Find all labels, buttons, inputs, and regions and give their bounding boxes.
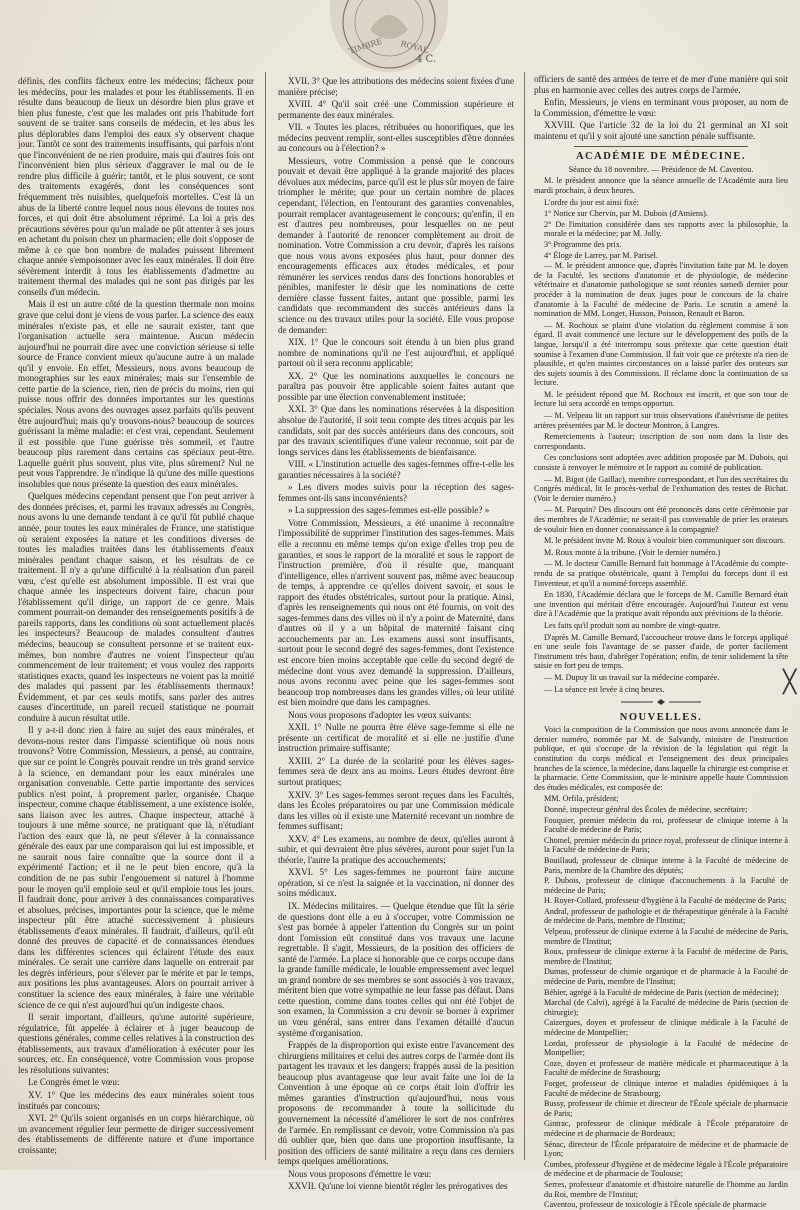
- question-heading: » La suppression des sages-femmes est-elle possible? »: [288, 505, 490, 516]
- paragraph: Frappés de la disproportion qui existe entre l'avancement des chirurgiens militaires et celui des autres corps de l'armée dont ils partagent les travaux et les dangers; frappés aussi de la position beaucoup plus avantageuse que leur avait faite une loi de la Convention à une époque où ce corps était loin d'offrir les mêmes garanties d'instruction qu'aujourd'hui, nous vous proposons de recommander à toute la sollicitude du gouvernement la nécessité d'améliorer le sort de nos confrères de l'armée. En remplissant ce devoir, votre Commission n'a pas dû oublier que, bien que dans une proportion insuffisante, la position des officiers de santé militaire a reçu dans ces derniers temps quelques améliorations.: [278, 1040, 514, 1167]
- list-item: Combes, professeur d'hygiène et de médecine légale à l'École préparatoire de médecine et de pharmacie de Toulouse;: [544, 1159, 788, 1179]
- list-item: Roux, professeur de clinique externe à la Faculté de médecine de Paris, membre de l'Institut;: [544, 947, 788, 966]
- paragraph: Votre Commission, Messieurs, a été unanime à reconnaître l'impossibilité de supprimer l'institution des sages-femmes. Mais elle a reconnu en même temps qu'on exige d'elles trop peu de garanties, et sous le rapport de la moralité et sous le rapport de l'instruction première, d'où il résulte que, manquant d'intelligence, elles n'arrivent souvent pas, même avec beaucoup de temps, à apprendre ce qu'elles doivent savoir, et sous le rapport des études obstétricales, surtout pour la pratique. Ainsi, d'après les renseignements qui nous ont été fournis, on voit des sages-femmes dans des villes où il n'y a point de Maternité, dans d'autres où il y a un hôpital de maternité faisant cinq accouchements par an. Les examens aussi sont insuffisants, surtout pour le second degré des sages-femmes, dont l'existence est encore bien moins acceptable que celle du second degré de médecine dont vous avez demandé la suppression. D'ailleurs, nous avons reconnu avec peine que les sages-femmes sont beaucoup trop nombreuses dans les grandes villes, où leur utilité est bien moindre que dans les campagnes.: [278, 517, 514, 708]
- commission-members-list: [534, 794, 788, 1209]
- paragraph: — M. Velpeau lit un rapport sur trois observations d'anévrisme de petites artères présentées par M. le docteur Montron, à Langres.: [534, 411, 788, 430]
- list-item: Caizergues, doyen et professeur de clinique médicale à la Faculté de médecine de Montpellier;: [544, 1018, 788, 1038]
- paragraph: — M. Parquin? Des discours ont été prononcés dans cette cérémonie par des membres de l'Académie; ne serait-il pas convenable de prier les orateurs de vouloir bien en donner connaissance à la compagnie?: [534, 505, 788, 534]
- column-middle: [278, 76, 514, 1192]
- resolution: XVI. 2° Qu'ils soient organisés en un corps hiérarchique, où un avancement régulier leur permette de diriger successivement des établissements de différente nature et d'une importance croissante;: [18, 1113, 254, 1155]
- resolution: XV. 1° Que les médecins des eaux minérales soient tous institués par concours;: [18, 1089, 254, 1111]
- paragraph: Remerciements à l'auteur; inscription de son nom dans la liste des correspondants.: [534, 432, 788, 451]
- ornament-divider: [534, 698, 788, 709]
- resolution: XXIII. 2° La durée de la scolarité pour les élèves sages-femmes sera de deux ans au moins. Leurs études devront être surtout pratiques;: [278, 755, 514, 787]
- list-item: P. Dubois, professeur de clinique d'accouchements à la Faculté de médecine de Paris;: [544, 876, 788, 895]
- list-item: Caventou, professeur de toxicologie à l'École spéciale de pharmacie: [544, 1200, 767, 1210]
- paragraph: Enfin, Messieurs, je viens en terminant vous proposer, au nom de la Commission, d'émettre le vœu:: [534, 97, 788, 118]
- section-title-academy: ACADÉMIE DE MÉDECINE.: [575, 151, 747, 163]
- order-title: L'ordre du jour est ainsi fixé:: [544, 197, 639, 207]
- resolution: XXV. 4° Les examens, au nombre de deux, qu'elles auront à subir, et qui devraient être plus sévères, auront pour sujet l'un la théorie, l'autre la pratique des accouchements;: [278, 833, 514, 865]
- resolution: XX. 2° Que les nominations auxquelles le concours ne paraîtra pas pouvoir être applicable soient faites autant que possible par une élection convenablement instituée;: [278, 370, 514, 402]
- paragraph: — M. Dupuy lit un travail sur la médecine comparée.: [544, 672, 720, 682]
- list-item: 2° De l'imitation considérée dans ses rapports avec la philosophie, la morale et la médecine; par M. Jolly.: [544, 219, 788, 239]
- paragraph: Nous vous proposons d'émettre le vœu:: [288, 1168, 432, 1179]
- list-item: Andral, professeur de pathologie et de thérapeutique générale à la Faculté de médecine de Paris, membre de l'Institut;: [544, 906, 788, 926]
- paragraph: Les faits qu'il produit sont au nombre de vingt-quatre.: [544, 620, 721, 630]
- list-item: Serres, professeur d'anatomie et d'histoire naturelle de l'homme au Jardin du Roi, membre de l'Institut;: [544, 1179, 788, 1199]
- paragraph: — M. Bigot (de Gaillac), membre correspondant, et l'un des secrétaires du Congrès médical, lit le procès-verbal de l'exhumation des restes de Bichat. (Voir le dernier numéro.): [534, 474, 788, 503]
- paragraph: M. le président annonce que la séance annuelle de l'Académie aura lieu mardi prochain, à deux heures.: [534, 176, 788, 196]
- list-item: Fouquier, premier médecin du roi, professeur de clinique interne à la Faculté de médecine de Paris;: [544, 815, 788, 835]
- list-item: Béhier, agrégé à la Faculté de médecine de Paris (section de médecine);: [544, 987, 779, 997]
- section-title-news: NOUVELLES.: [619, 711, 703, 723]
- list-item: Chomel, premier médecin du prince royal, professeur de clinique interne à la Faculté de médecine de Paris;: [544, 835, 788, 855]
- paragraph: Messieurs, votre Commission a pensé que le concours pouvait et devait être appliqué à la grande majorité des places dévolues aux médecins, parce qu'il est le plus sûr moyen de faire triompher le mérite; que pour un certain nombre de places cependant, l'élection, en l'entourant des garanties convenables, pourrait remplacer avantageusement le concours; qu'enfin, il en est d'autres peu nombreuses, pour lesquelles on ne peut demander à l'autorité de renoncer complètement au droit de nomination. Votre Commission a cru devoir, d'après les raisons que nous vous avons exposées plus haut, pour donner des encouragements efficaces aux études médicales, et pour rémunérer les services rendus dans des fonctions honorables et pénibles, manifester le désir que les nominations de cette dernière classe fussent faites, autant que possible, parmi les candidats que recommandent des succès antérieurs dans la science ou des travaux utiles pour la société. Elle vous propose de demander:: [278, 155, 514, 335]
- resolution: XXIV. 3° Les sages-femmes seront reçues dans les Facultés, dans les Écoles préparatoires ou par une Commission médicale dans les villes où il existe une Maternité recevant un nombre de femmes suffisant;: [278, 789, 514, 832]
- list-item: Sénac, directeur de l'École préparatoire de médecine et de pharmacie de Lyon;: [544, 1139, 788, 1159]
- resolution: XXVIII. Que l'article 32 de la loi du 21 germinal an XI soit maintenu et qu'il y soit ajouté une sanction pénale suffisante.: [534, 120, 788, 141]
- paragraph: M. le président répond que M. Rochoux est inscrit, et que son tour de lecture lui sera accordé en temps opportun.: [534, 389, 788, 409]
- list-item: Gintrac, professeur de clinique médicale à l'École préparatoire de médecine et de pharmacie de Bordeaux;: [544, 1119, 788, 1138]
- paragraph: définis, des conflits fâcheux entre les médecins; fâcheux pour les médecins, pour les malades et pour les établissements. Il en résulte dans beaucoup de lieux un désordre bien plus grave et bien plus funeste, c'est que les malades ont pris l'habitude fort souvent de se traiter sans conseils de médecin, et les abus les plus déplorables dans l'emploi des eaux s'y observent chaque jour. Tantôt ce sont des traitements insuffisants, qui parfois n'ont que l'inconvénient de ne rien produire, mais qui d'autres fois ont l'inconvénient bien plus sérieux d'aggraver le mal ou de le rendre plus difficile à guérir; tantôt, et le plus souvent, ce sont des traitements exagérés, dont les conséquences sont fréquemment très nuisibles, quelquefois mortelles. C'est là un abus de la liberté contre lequel nous nous élevons de toutes nos forces, et qui doit être absolument réprimé. La loi a pris des précautions sévères pour qu'un malade ne pût attenter à ses jours en achetant du poison chez un pharmacien; elle doit s'opposer de même à ce que bon nombre de malades puissent librement chaque année s'empoisonner avec les eaux minérales. Il doit être sévèrement interdit à tous les établissements d'admettre au traitement thermal des malades qui ne sont pas dirigés par les conseils d'un médecin.: [18, 76, 254, 297]
- stamp-seal-icon: [330, 0, 448, 72]
- paragraph: Voici la composition de la Commission que nous avons annoncée dans le dernier numéro, nommée par M. de Salvandy, ministre de l'instruction publique, et qui s'occupe de la révision de la législation qui régit la constitution du corps médical et l'enseignement des deux principales branches de la science, la médecine, dans laquelle la chirurgie est comprise et la pharmacie. Cette Commission, que le ministre appelle haute Commission des études médicales, est composée de:: [534, 725, 789, 792]
- list-item: Bussy, professeur de chimie et directeur de l'École spéciale de pharmacie de Paris;: [544, 1099, 788, 1118]
- paragraph: — M. Rochoux se plaint d'une violation du règlement commise à son égard. Il avait commencé une lecture sur le développement des poils de la langue, lorsqu'il a été interrompu sous prétexte que cette question était soumise à l'examen d'une Commission. Il fait voir que ce prétexte n'a rien de plausible, et qu'en maintes circonstances on a laissé parler des orateurs sur des sujets soumis à des Commissions. Il réclame donc la continuation de sa lecture.: [534, 320, 788, 388]
- paragraph: officiers de santé des armées de terre et de mer d'une manière qui soit plus en harmonie avec celles des autres corps de l'armée.: [534, 74, 788, 95]
- paragraph: M. Roux monte à la tribune. (Voir le dernier numéro.): [544, 547, 721, 557]
- resolution: XVII. 3° Que les attributions des médecins soient fixées d'une manière précise;: [278, 76, 514, 97]
- list-item: 1° Notice sur Chervin, par M. Dubois (d'Amiens).: [544, 209, 708, 219]
- session-line: Séance du 18 novembre. — Présidence de M. Caventou.: [568, 164, 754, 174]
- column-divider: [265, 72, 266, 1160]
- paragraph: En 1830, l'Académie déclara que le forceps de M. Camille Bernard était une invention qui méritait d'être encouragée. Aujourd'hui l'auteur est venu dire à l'Académie que la pratique avait répondu aux prévisions de la théorie.: [534, 590, 788, 619]
- question-heading: » Les divers modes suivis pour la réception des sages-femmes ont-ils sans inconvénients?: [278, 482, 514, 503]
- paragraph: Mais il est un autre côté de la question thermale non moins grave que celui dont je viens de vous parler. La science des eaux minérales n'existe pas, et elle ne saurait exister, tant que l'organisation actuelle sera maintenue. Aucun médecin aujourd'hui ne pourrait dire avec une conviction sérieuse si telle source de France convient mieux qu'aucune autre à un malade qu'il y envoie. En effet, Messieurs, nous avons beaucoup de monographies sur les eaux minérales; mais sur l'ensemble de cette partie de la science, rien, rien de précis du moins, rien qui puisse nous offrir des données importantes sur les questions spéciales. Nous avons des ouvrages assez parfaits qu'ils peuvent être aujourd'hui; mais qu'y trouvons-nous? beaucoup de sources guérissant la même maladie: et c'est vrai, cependant. Seulement il est possible que l'une guérisse très sommeil, et l'autre beaucoup plus rarement dans certains cas spéciaux peut-être. Laquelle guérit plus souvent, plus vite, plus sûrement? Nul ne peut vous l'apprendre. Je n'indique là qu'une des mille questions insolubles que nous présente la question des eaux minérales.: [18, 299, 254, 489]
- paragraph: Le Congrès émet le vœu:: [28, 1077, 120, 1088]
- column-right: [534, 74, 789, 1210]
- agenda-list: [534, 209, 788, 260]
- paragraph: Il serait important, d'ailleurs, qu'une autorité supérieure, régulatrice, fût appelée à éclairer et à juger beaucoup de questions générales, comme celles relatives à la construction des établissements, aux travaux d'amélioration à exécuter pour les sources, etc. En conséquence, votre Commission vous propose les résolutions suivantes:: [18, 1012, 254, 1075]
- paragraph: Nous vous proposons d'adopter les vœux suivants:: [288, 709, 472, 720]
- resolution: XIX. 1° Que le concours soit étendu à un bien plus grand nombre de nominations qu'il ne l'est aujourd'hui, et appliqué partout où il sera reconnu applicable;: [278, 337, 514, 369]
- list-item: Coze, doyen et professeur de matière médicale et pharmaceutique à la Faculté de médecine de Strasbourg;: [544, 1058, 788, 1078]
- list-item: Donné, inspecteur général des Écoles de médecine, secrétaire;: [544, 804, 748, 814]
- column-divider: [524, 72, 525, 1160]
- paragraph: D'après M. Camille Bernard, l'accoucheur trouve dans le forceps appliqué en une seule fois l'avantage de se passer d'aide, de porter facilement l'instrument très haut, d'abréger l'opération; enfin, de tenir solidement la tête saisie en fort peu de temps.: [534, 632, 788, 671]
- svg-text:4 C.: 4 C.: [416, 54, 437, 65]
- paragraph: — M. le président annonce que, d'après l'invitation faite par M. le doyen de la Faculté, les sections d'anatomie et de physiologie, de médecine vétérinaire et d'anatomie pathologique se sont réunies samedi dernier pour procéder à la nomination de deux juges pour le concours de la chaire d'anatomie à la Faculté de médecine de Paris. Le scrutin a amené la nomination de MM. Longet, Husson, Poisson, Renault et Baron.: [534, 261, 788, 319]
- svg-text:ROYAL: ROYAL: [399, 39, 430, 55]
- question-heading: IX. Médecins militaires. — Quelque étendue que fût la série de questions dont elle a eu à s'occuper, votre Commission ne s'est pas bornée à appeler l'attention du Congrès sur un point dont l'omission eût constitué dans vos travaux une lacune regrettable. Il s'agit, Messieurs, de la position des officiers de santé de l'armée. La place si honorable que ce corps occupe dans la grande famille médicale, le louable empressement avec lequel un grand nombre de ses membres se sont associés à vos travaux, méritent bien que votre sympathie ne leur fasse pas défaut. Dans cette question, comme dans toutes celles qui ont été l'objet de son examen, la Commission a cru devoir se borner à exprimer un vœu général, sans entrer dans l'examen détaillé d'aucun système d'organisation.: [278, 901, 514, 1038]
- resolution: XXVII. Qu'une loi vienne bientôt régler les prérogatives des: [288, 1181, 508, 1192]
- column-left: [18, 76, 254, 1162]
- paragraph: Quelques médecins cependant pensent que l'on peut arriver à des données précises, et, parmi les travaux adressés au Congrès, nous avons lu une demande tendant à ce qu'il fût publié chaque année, pour toutes les eaux minérales de France, une statistique où seraient exposées la nature et les conditions diverses de toutes les maladies traitées dans les établissements d'eaux minérales pendant chaque saison, et les résultats de ce traitement. Il n'y a qu'une difficulté à la réalisation d'un pareil vœu, c'est qu'elle est absolument impossible. Il est vrai que chaque année les inspecteurs doivent faire, chacun pour l'établissement qu'il dirige, un rapport de ce genre. Mais comment pourrait-on demander des renseignements positifs à de pareils rapports, dans les conditions où sont actuellement placés les inspecteurs? Beaucoup de malades consultent d'autres médecins, beaucoup se consultent personne et se traitent eux-mêmes, bon nombre d'autres ne voient l'inspecteur qu'au commencement de leur traitement; et vous voulez des rapports statistiques exacts, quand les inspecteurs ne voient pas la moitié des malades qui passent par les établissements thermaux! Évidemment, et par ces seuls motifs, sans parler des autres causes d'incertitude, un pareil recueil statistique ne pourrait conduire à aucun résultat utile.: [18, 491, 254, 723]
- list-item: MM. Orfila, président;: [544, 794, 619, 804]
- paragraph: — La séance est levée à cinq heures.: [544, 684, 665, 694]
- resolution: XVIII. 4° Qu'il soit créé une Commission supérieure et permanente des eaux minérales.: [278, 99, 514, 120]
- list-item: Velpeau, professeur de clinique externe à la Faculté de médecine de Paris, membre de l'Institut;: [544, 927, 788, 946]
- question-heading: VIII. « L'institution actuelle des sages-femmes offre-t-elle les garanties nécessaires à la société?: [278, 459, 514, 480]
- margin-cross-mark: ╳: [783, 670, 797, 695]
- list-item: Forget, professeur de clinique interne et maladies épidémiques à la Faculté de médecine de Strasbourg;: [544, 1078, 788, 1098]
- list-item: 4° Éloge de Larrey, par M. Parisel.: [544, 250, 658, 260]
- list-item: 3° Programme des prix.: [544, 239, 622, 249]
- list-item: Marchal (de Calvi), agrégé à la Faculté de médecine de Paris (section de chirurgie);: [544, 998, 788, 1017]
- list-item: Lordat, professeur de physiologie à la Faculté de médecine de Montpellier;: [544, 1038, 788, 1058]
- list-item: Bouillaud, professeur de clinique interne à la Faculté de médecine de Paris, membre de la Chambre des députés;: [544, 855, 788, 875]
- resolution: XXII. 1° Nulle ne pourra être élève sage-femme si elle ne présente un certificat de moralité et si elle ne justifie d'une instruction primaire suffisante;: [278, 722, 514, 754]
- resolution: XXVI. 5° Les sages-femmes ne pourront faire aucune opération, si ce n'est la saignée et la vaccination, ni donner des soins médicaux.: [278, 867, 514, 899]
- paragraph: Il y a-t-il donc rien à faire au sujet des eaux minérales, et devons-nous rester dans l'impasse scientifique où nous nous trouvons? Votre Commission, Messieurs, a pensé, au contraire, que sur ce point le Congrès pouvait rendre un très grand service à la science, en demandant pour les eaux minérales une organisation convenable. Cette partie importante des services publics n'est point, à proprement parler, organisée. Chaque inspecteur, comme chaque établissement, a une existence isolée, sans liaison avec les autres. Chaque inspecteur, attaché à toujours à une même source, ne pratiquant que là, n'étudiant l'action des eaux que là, ne peut s'élever à la connaissance générale des eaux par une comparaison qui lui est impossible, et ne saurait nous faire connaître que la source dont il a expérimenté l'action; et il ne le peut bien encore, qu'à la condition de ne pas subir l'engouement si naturel à l'homme pour le moyen qu'il emploie seul et qu'il emploie tous les jours. Il faudrait donc, pour arriver à des connaissances comparatives et absolues, précises, importantes pour la science, que le même inspecteur pût être attaché successivement à plusieurs établissements d'eaux minérales. Il faudrait, d'ailleurs, qu'il eût donné des preuves de capacité et de connaissances étendues dans les différentes sciences qui éclairent l'étude des eaux minérales. Ce serait une carrière dans laquelle on entrerait par les degrés inférieurs, pour s'élever par le mérite et par le temps, aux positions les plus avantageuses. Alors on pourrait arriver à constituer la science des eaux minérales, à faire une véritable science de ce qui n'est aujourd'hui qu'un indigeste chaos.: [18, 725, 254, 1010]
- resolution: XXI. 3° Que dans les nominations réservées à la disposition absolue de l'autorité, il soit tenu compte des titres acquis par les candidats, soit par des succès antérieurs dans des concours, soit par des travaux scientifiques d'une valeur reconnue, soit par de longs services dans les établissements de bienfaisance.: [278, 404, 514, 457]
- paragraph: Ces conclusions sont adoptées avec addition proposée par M. Dubois, qui consiste à renvoyer le mémoire et le rapport au comité de publication.: [534, 453, 788, 473]
- paragraph: M. le président invite M. Roux à vouloir bien communiquer son discours.: [544, 536, 786, 546]
- list-item: H. Royer-Collard, professeur d'hygiène à la Faculté de médecine de Paris;: [544, 896, 787, 906]
- section-divider: [574, 146, 748, 147]
- royal-stamp: [330, 0, 448, 72]
- list-item: Dumas, professeur de chimie organique et de pharmacie à la Faculté de médecine de Paris, membre de l'Institut;: [544, 967, 788, 987]
- svg-text:TIMBRE: TIMBRE: [347, 36, 384, 56]
- paragraph: — M. le docteur Camille Bernard fait hommage à l'Académie du compte-rendu de sa pratique obstétricale, quant à l'emploi du forceps dont il est l'inventeur, et qu'il a nommé forceps assemblé.: [534, 559, 788, 588]
- question-heading: VII. « Toutes les places, rétribuées ou honorifiques, que les médecins peuvent remplir, sont-elles susceptibles d'être données au concours ou à l'élection? »: [278, 122, 514, 154]
